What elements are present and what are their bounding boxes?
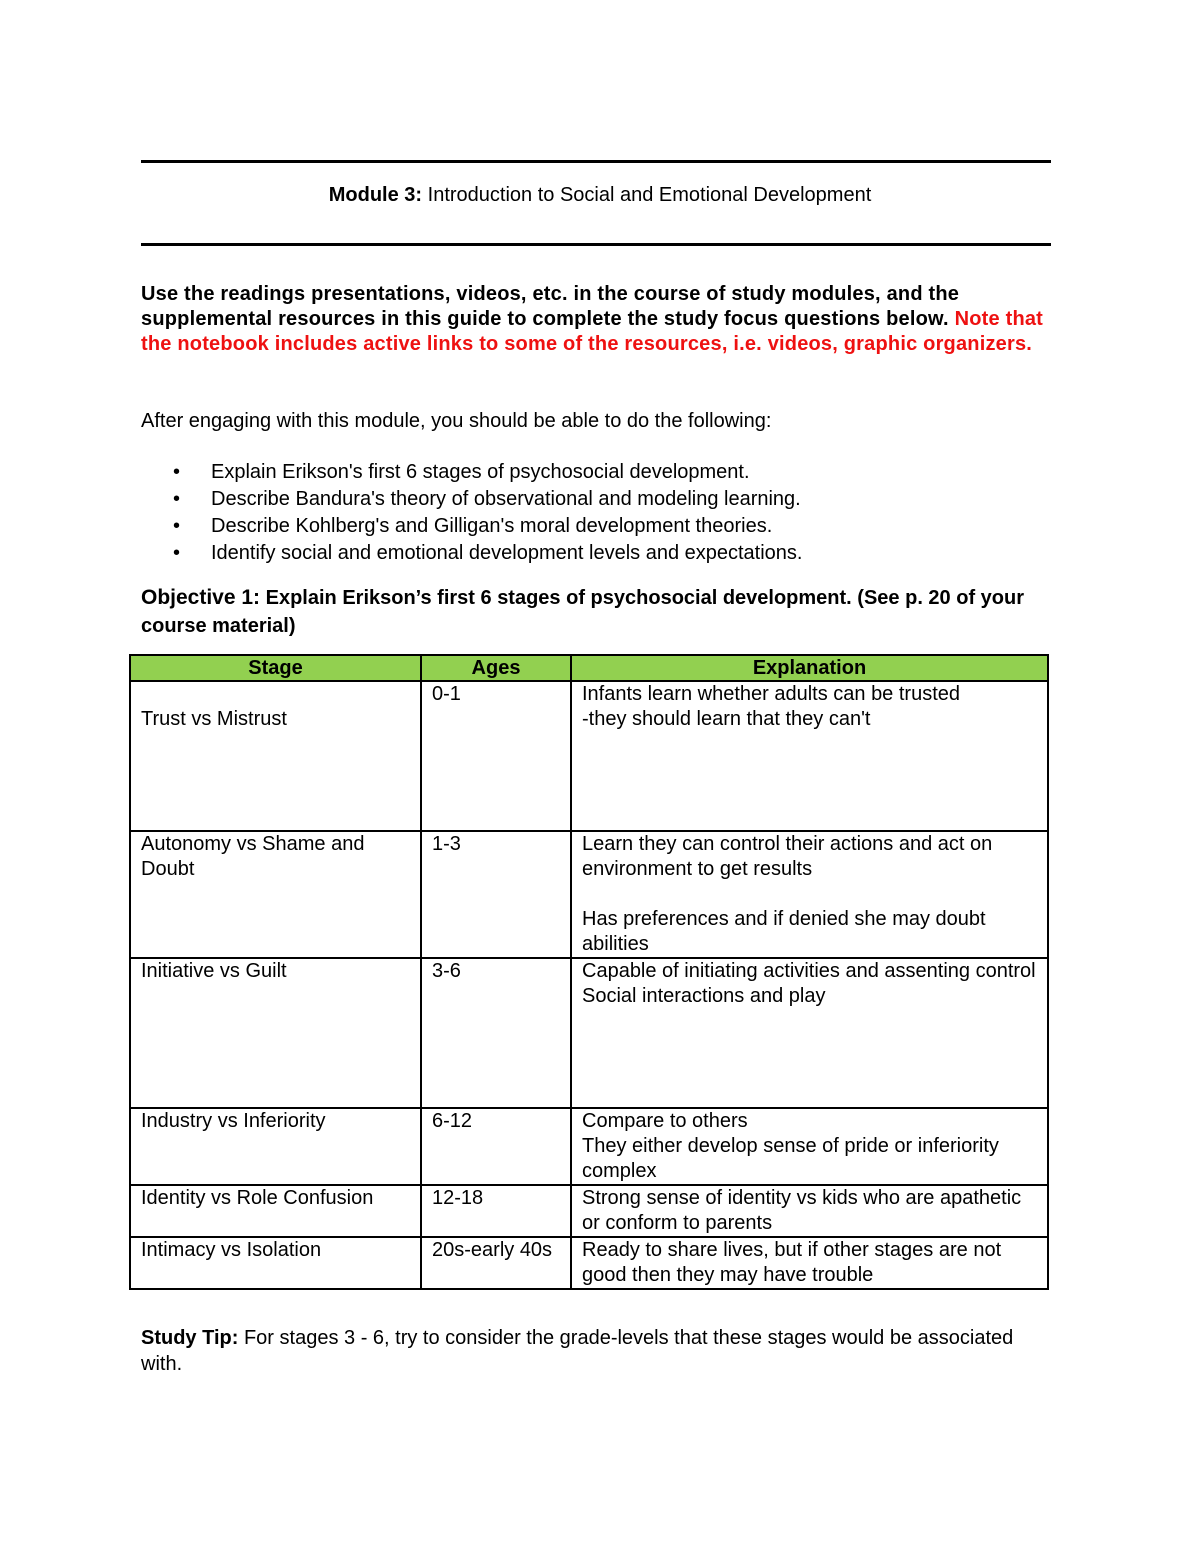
ages-cell: 1-3 bbox=[421, 831, 571, 958]
goal-text: Describe Bandura's theory of observational and modeling learning. bbox=[211, 488, 801, 510]
bottom-rule bbox=[141, 243, 1051, 246]
goals-list bbox=[141, 459, 1056, 567]
intro-note: Note that the notebook includes active links to some of the resources, i.e. videos, graphic organizers. bbox=[141, 308, 1044, 355]
bullet-icon: • bbox=[173, 542, 181, 564]
explanation-cell: Strong sense of identity vs kids who are apathetic or conform to parents bbox=[571, 1185, 1048, 1237]
explanation-cell: Infants learn whether adults can be trusted -they should learn that they can't bbox=[571, 681, 1048, 831]
bullet-icon: • bbox=[173, 461, 181, 483]
header-ages: Ages bbox=[421, 655, 571, 681]
table-header-row bbox=[130, 655, 1048, 681]
table-row bbox=[130, 958, 1048, 1108]
stage-cell bbox=[130, 681, 421, 831]
list-item bbox=[141, 513, 1056, 540]
header-explanation: Explanation bbox=[571, 655, 1048, 681]
explanation-cell: Ready to share lives, but if other stages are not good then they may have trouble bbox=[571, 1237, 1048, 1289]
list-item bbox=[141, 540, 1056, 567]
table-row bbox=[130, 1108, 1048, 1185]
table-row bbox=[130, 1185, 1048, 1237]
explanation-cell: Compare to others They either develop sense of pride or inferiority complex bbox=[571, 1108, 1048, 1185]
study-tip bbox=[141, 1325, 1041, 1377]
objective-text: Explain Erikson’s first 6 stages of psychosocial development. (See p. 20 of your course material) bbox=[141, 587, 1025, 637]
explanation-cell: Capable of initiating activities and assenting control Social interactions and play bbox=[571, 958, 1048, 1108]
bullet-icon: • bbox=[173, 488, 181, 510]
study-tip-text: For stages 3 - 6, try to consider the grade-levels that these stages would be associated with. bbox=[141, 1327, 1014, 1375]
intro-instructions: Use the readings presentations, videos, etc. in the course of study modules, and the supplemental resources in this guide to complete the study focus questions below. bbox=[141, 283, 960, 330]
objective-label: Objective 1: bbox=[141, 586, 261, 609]
list-item bbox=[141, 459, 1056, 486]
explanation-cell: Learn they can control their actions and act on environment to get results Has preferences and if denied she may doubt abilities bbox=[571, 831, 1048, 958]
ages-cell: 0-1 bbox=[421, 681, 571, 831]
study-tip-label: Study Tip: bbox=[141, 1327, 239, 1349]
table-row bbox=[130, 681, 1048, 831]
stage-cell: Identity vs Role Confusion bbox=[130, 1185, 421, 1237]
ages-cell: 12-18 bbox=[421, 1185, 571, 1237]
stage-cell: Industry vs Inferiority bbox=[130, 1108, 421, 1185]
list-item bbox=[141, 486, 1056, 513]
goal-text: Explain Erikson's first 6 stages of psychosocial development. bbox=[211, 461, 750, 483]
objective-heading bbox=[141, 584, 1056, 640]
top-rule bbox=[141, 160, 1051, 163]
bullet-icon: • bbox=[173, 515, 181, 537]
stage-text: Trust vs Mistrust bbox=[141, 708, 287, 730]
table-row bbox=[130, 831, 1048, 958]
goal-text: Describe Kohlberg's and Gilligan's moral development theories. bbox=[211, 515, 773, 537]
stages-table bbox=[129, 654, 1049, 1290]
module-title-text: Introduction to Social and Emotional Development bbox=[427, 184, 872, 206]
stage-cell: Intimacy vs Isolation bbox=[130, 1237, 421, 1289]
intro-paragraph bbox=[141, 282, 1056, 357]
ages-cell: 3-6 bbox=[421, 958, 571, 1108]
header-stage: Stage bbox=[130, 655, 421, 681]
table-row bbox=[130, 1237, 1048, 1289]
module-title bbox=[0, 184, 1200, 207]
stage-cell: Autonomy vs Shame and Doubt bbox=[130, 831, 421, 958]
goal-text: Identify social and emotional development levels and expectations. bbox=[211, 542, 803, 564]
stage-cell: Initiative vs Guilt bbox=[130, 958, 421, 1108]
ages-cell: 20s-early 40s bbox=[421, 1237, 571, 1289]
after-text: After engaging with this module, you should be able to do the following: bbox=[141, 410, 772, 432]
module-label: Module 3: bbox=[328, 184, 423, 206]
ages-cell: 6-12 bbox=[421, 1108, 571, 1185]
